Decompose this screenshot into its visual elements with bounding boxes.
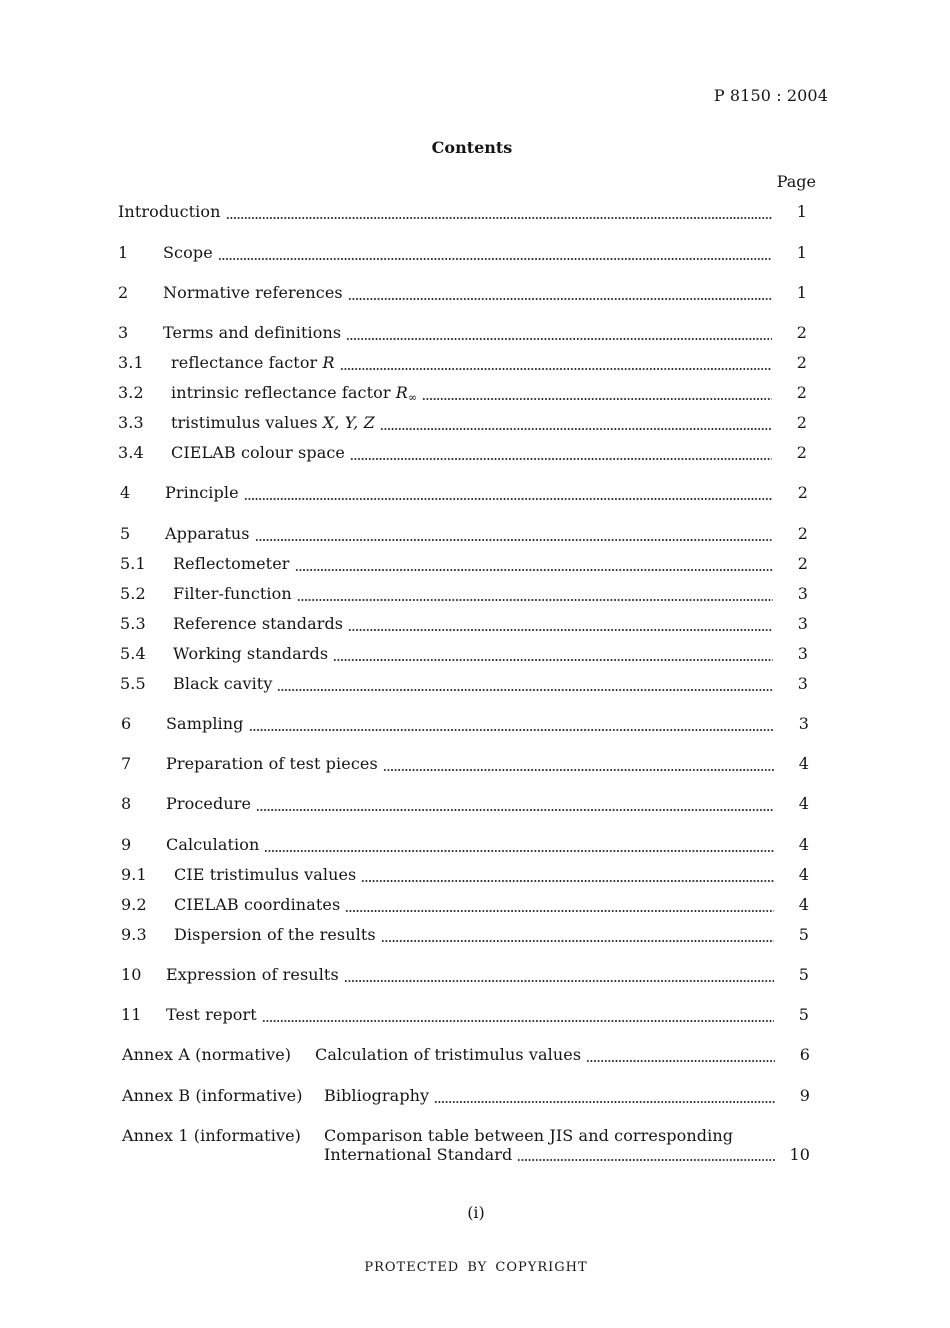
toc-entry-title: CIE tristimulus values (174, 865, 357, 884)
dot-leader (255, 524, 773, 544)
toc-entry-page: 2 (796, 353, 807, 372)
toc-entry-title: Scope (163, 243, 213, 262)
contents-heading: Contents (431, 138, 513, 157)
toc-entry-title-text: reflectance factor (171, 353, 323, 372)
dot-leader (340, 353, 772, 373)
toc-entry-number: 10 (121, 965, 142, 984)
toc-entry-title: Black cavity (173, 674, 273, 693)
dot-leader (345, 895, 774, 915)
toc-entry-title: Preparation of test pieces (166, 754, 378, 773)
annex-label: Annex B (informative) (122, 1086, 303, 1105)
toc-entry-calculation (121, 835, 809, 855)
toc-entry-number: 5.2 (120, 584, 146, 603)
toc-entry-principle (120, 483, 808, 503)
toc-entry-title: Apparatus (165, 524, 250, 543)
dot-leader (297, 584, 773, 604)
toc-entry-annex-a (122, 1045, 810, 1065)
toc-entry-title-continued: International Standard (324, 1145, 513, 1164)
toc-entry-number: 3.3 (118, 413, 144, 432)
toc-entry-title: Reference standards (173, 614, 344, 633)
dot-leader (256, 794, 774, 814)
toc-entry-black-cavity (120, 674, 808, 694)
toc-entry-reflectance-factor (118, 353, 807, 373)
symbol-variable: R (322, 353, 335, 372)
dot-leader (348, 614, 773, 634)
toc-entry-working-standards (120, 644, 808, 664)
toc-entry-apparatus (120, 524, 808, 544)
toc-entry-number: 9 (121, 835, 132, 854)
toc-entry-page: 4 (798, 754, 809, 773)
toc-entry-number: 5.4 (120, 644, 146, 663)
toc-entry-procedure (121, 794, 809, 814)
dot-leader (295, 554, 773, 574)
toc-entry-number: 4 (120, 483, 131, 502)
annex-title-line-1 (324, 1126, 810, 1145)
toc-entry-cielab-coordinates (121, 895, 809, 915)
toc-entry-page: 3 (798, 714, 809, 733)
dot-leader (346, 323, 772, 343)
toc-entry-number: 3.2 (118, 383, 144, 402)
toc-entry-page: 5 (798, 965, 809, 984)
toc-entry-title: Calculation (166, 835, 260, 854)
dot-leader (422, 383, 772, 403)
dot-leader (277, 674, 773, 694)
toc-entry-number: 3.4 (118, 443, 144, 462)
toc-entry-title (171, 353, 335, 373)
toc-entry-number: 3.1 (118, 353, 144, 372)
toc-entry-annex-1 (122, 1126, 810, 1165)
toc-entry-reflectometer (120, 554, 808, 574)
toc-entry-title: Normative references (163, 283, 343, 302)
toc-entry-normative-references (118, 283, 807, 303)
toc-entry-page: 3 (797, 674, 808, 693)
toc-entry-number: 9.1 (121, 865, 147, 884)
toc-entry-title: Comparison table between JIS and corresponding (324, 1126, 734, 1145)
toc-entry-title: Dispersion of the results (174, 925, 376, 944)
toc-entry-title: Working standards (173, 644, 329, 663)
toc-entry-page: 2 (797, 554, 808, 573)
dot-leader (383, 754, 774, 774)
dot-leader (218, 243, 772, 263)
annex-title-block (324, 1126, 810, 1164)
dot-leader (517, 1145, 775, 1164)
toc-entry-tristimulus-values (118, 413, 807, 433)
dot-leader (361, 865, 774, 885)
annex-title-line-2 (324, 1145, 810, 1164)
toc-entry-page: 2 (796, 443, 807, 462)
dot-leader (262, 1005, 774, 1025)
toc-entry-number: 9.3 (121, 925, 147, 944)
toc-entry-title: Test report (166, 1005, 257, 1024)
toc-entry-title: Reflectometer (173, 554, 290, 573)
copyright-notice: PROTECTED BY COPYRIGHT (364, 1260, 588, 1275)
dot-leader (380, 413, 772, 433)
toc-entry-page: 3 (797, 584, 808, 603)
toc-entry-page: 2 (796, 323, 807, 342)
toc-entry-preparation-of-test-pieces (121, 754, 809, 774)
dot-leader (249, 714, 775, 734)
toc-entry-title-text: tristimulus values (171, 413, 323, 432)
page-column-label: Page (776, 172, 816, 191)
toc-entry-expression-of-results (121, 965, 809, 985)
toc-entry-title-text: intrinsic reflectance factor (171, 383, 396, 402)
toc-entry-title: Filter-function (173, 584, 292, 603)
toc-entry-title: CIELAB coordinates (174, 895, 341, 914)
toc-entry-number: 6 (121, 714, 132, 733)
dot-leader (350, 443, 772, 463)
toc-entry-title: CIELAB colour space (171, 443, 345, 462)
toc-entry-title: Sampling (166, 714, 244, 733)
toc-entry-page: 4 (798, 835, 809, 854)
annex-label: Annex A (normative) (122, 1045, 292, 1064)
dot-leader (226, 202, 772, 222)
toc-entry-page: 10 (789, 1145, 810, 1164)
toc-entry-title: Calculation of tristimulus values (315, 1045, 582, 1064)
dot-leader (348, 283, 772, 303)
toc-entry-number: 5.5 (120, 674, 146, 693)
toc-entry-page: 2 (796, 413, 807, 432)
toc-entry-title: Expression of results (166, 965, 339, 984)
toc-entry-title: Introduction (118, 202, 221, 221)
dot-leader (586, 1045, 775, 1065)
toc-entry-page: 1 (796, 202, 807, 221)
toc-entry-page: 1 (796, 283, 807, 302)
toc-entry-number: 9.2 (121, 895, 147, 914)
dot-leader (344, 965, 774, 985)
toc-entry-scope (118, 243, 807, 263)
toc-entry-sampling (121, 714, 809, 734)
toc-entry-dispersion-of-results (121, 925, 809, 945)
toc-entry-cielab-colour-space (118, 443, 807, 463)
toc-entry-number: 11 (121, 1005, 142, 1024)
symbol-subscript: ∞ (407, 391, 418, 404)
toc-entry-title (171, 383, 417, 403)
toc-entry-page: 9 (799, 1086, 810, 1105)
toc-entry-page: 2 (797, 524, 808, 543)
annex-label: Annex 1 (informative) (122, 1126, 301, 1145)
dot-leader (381, 925, 774, 945)
toc-entry-number: 2 (118, 283, 129, 302)
symbol-variable: X, Y, Z (322, 413, 375, 432)
toc-entry-page: 2 (797, 483, 808, 502)
toc-entry-title: Procedure (166, 794, 252, 813)
toc-entry-page: 1 (796, 243, 807, 262)
toc-entry-page: 3 (797, 614, 808, 633)
toc-entry-title: Bibliography (324, 1086, 430, 1105)
toc-entry-page: 5 (798, 1005, 809, 1024)
toc-entry-introduction (118, 202, 807, 222)
symbol-variable: R (395, 383, 408, 402)
dot-leader (333, 644, 773, 664)
dot-leader (434, 1086, 775, 1106)
toc-entry-number: 5.1 (120, 554, 146, 573)
toc-entry-page: 6 (799, 1045, 810, 1064)
toc-entry-title: Terms and definitions (163, 323, 342, 342)
toc-entry-number: 8 (121, 794, 132, 813)
toc-entry-page: 2 (796, 383, 807, 402)
document-number: P 8150 : 2004 (713, 86, 828, 105)
toc-entry-reference-standards (120, 614, 808, 634)
toc-entry-annex-b (122, 1086, 810, 1106)
toc-entry-page: 4 (798, 865, 809, 884)
toc-entry-page: 3 (797, 644, 808, 663)
toc-entry-cie-tristimulus-values (121, 865, 809, 885)
toc-entry-title (171, 413, 375, 433)
toc-entry-page: 4 (798, 794, 809, 813)
toc-entry-number: 1 (118, 243, 129, 262)
toc-entry-test-report (121, 1005, 809, 1025)
toc-entry-number: 5.3 (120, 614, 146, 633)
footer-page-number: (i) (467, 1203, 485, 1222)
dot-leader (244, 483, 773, 503)
toc-entry-page: 4 (798, 895, 809, 914)
toc-entry-intrinsic-reflectance-factor (118, 383, 807, 403)
toc-entry-filter-function (120, 584, 808, 604)
toc-entry-terms-and-definitions (118, 323, 807, 343)
toc-entry-number: 5 (120, 524, 131, 543)
toc-entry-title: Principle (165, 483, 239, 502)
dot-leader (264, 835, 774, 855)
toc-entry-page: 5 (798, 925, 809, 944)
toc-entry-number: 3 (118, 323, 129, 342)
toc-entry-number: 7 (121, 754, 132, 773)
